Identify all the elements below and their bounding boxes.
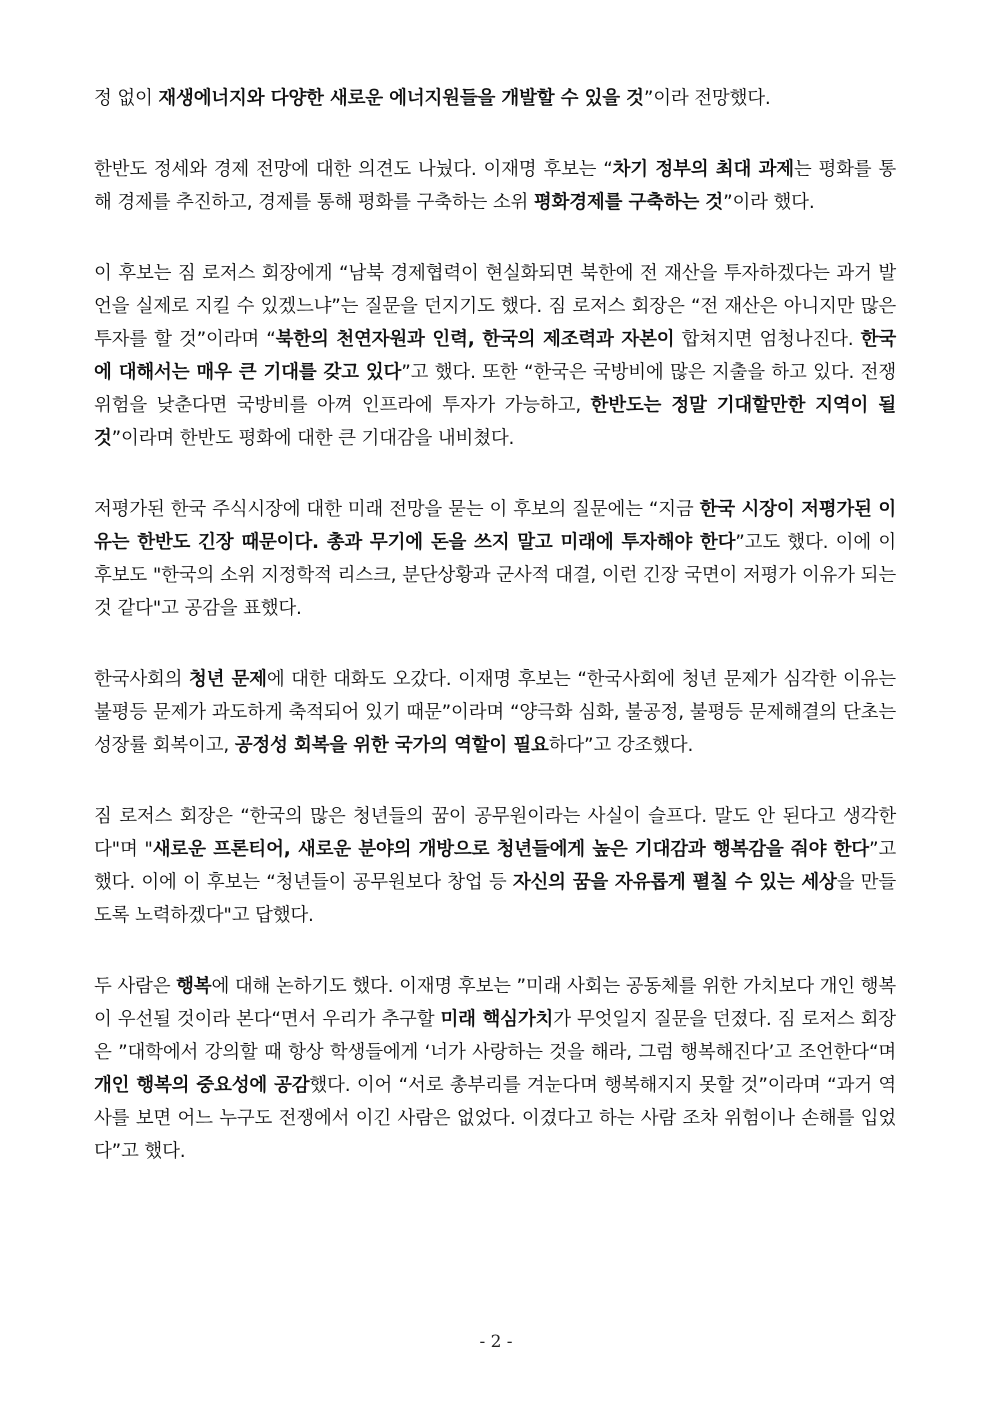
text-segment: 는 평화를 통해 경제를 추진하고, 경제를 통해 평화를 구축하는 소위 xyxy=(94,159,897,213)
bold-text-segment: 새로운 프론티어, 새로운 분야의 개방으로 청년들에게 높은 기대감과 행복감을 줘야 한다 xyxy=(152,839,869,860)
text-segment: ”고도 했다. 이에 이 후보도 "한국의 소위 지정학적 리스크, 분단상황과 군사적 대결, 이런 긴장 국면이 저평가 이유가 되는 것 같다"고 공감을 표했다. xyxy=(94,532,896,619)
text-segment: 한반도 정세와 경제 전망에 대한 의견도 나눴다. 이재명 후보는 “ xyxy=(94,159,613,180)
text-segment: 가 무엇일지 질문을 던졌다. 짐 로저스 회장은 ”대학에서 강의할 때 항상 학생들에게 ‘너가 사랑하는 것을 해라, 그럼 행복해진다’고 조언한다“며 xyxy=(94,1009,896,1063)
paragraph xyxy=(94,493,896,625)
paragraph xyxy=(94,153,896,219)
text-segment: 정 없이 xyxy=(94,88,159,109)
paragraph xyxy=(94,970,896,1168)
bold-text-segment: 미래 핵심가치 xyxy=(440,1009,554,1030)
text-segment: ”이라며 한반도 평화에 대한 큰 기대감을 내비쳤다. xyxy=(111,428,515,449)
bold-text-segment: 개인 행복의 중요성에 공감 xyxy=(94,1075,310,1096)
paragraph xyxy=(94,257,896,455)
text-segment: 에 대한 대화도 오갔다. 이재명 후보는 “한국사회에 청년 문제가 심각한 이유는 불평등 문제가 과도하게 축적되어 있기 때문”이라며 “양극화 심화, 불공정, 불평등 문제해결의 단초는 성장률 회복이고, xyxy=(94,669,896,756)
page-number: - 2 - xyxy=(479,1332,513,1352)
document-body xyxy=(94,82,896,1206)
text-segment: 했다. 이어 “서로 총부리를 겨눈다며 행복해지지 못할 것”이라며 “과거 역사를 보면 어느 누구도 전쟁에서 이긴 사람은 없었다. 이겼다고 하는 사람 조차 위험이나 손해를 입었다”고 했다. xyxy=(94,1075,896,1162)
text-segment: ”이라 했다. xyxy=(723,192,815,213)
bold-text-segment: 공정성 회복을 위한 국가의 역할이 필요 xyxy=(234,735,549,756)
bold-text-segment: 북한의 천연자원과 인력, 한국의 제조력과 자본이 xyxy=(275,329,675,350)
bold-text-segment: 자신의 꿈을 자유롭게 펼칠 수 있는 세상 xyxy=(512,872,837,893)
text-segment: ”고 했다. 이에 이 후보는 “청년들이 공무원보다 창업 등 xyxy=(94,839,896,893)
text-segment: 짐 로저스 회장은 “한국의 많은 청년들의 꿈이 공무원이라는 사실이 슬프다. 말도 안 된다고 생각한다"며 " xyxy=(94,806,896,860)
bold-text-segment: 청년 문제 xyxy=(188,669,267,690)
bold-text-segment: 차기 정부의 최대 과제 xyxy=(612,159,794,180)
text-segment: 이 후보는 짐 로저스 회장에게 “남북 경제협력이 현실화되면 북한에 전 재산을 투자하겠다는 과거 발언을 실제로 지킬 수 있겠느냐”는 질문을 던지기도 했다. 짐 로저스 회장은 “전 재산은 아니지만 많은 투자를 할 것”이라며 “ xyxy=(94,263,896,350)
paragraph xyxy=(94,800,896,932)
paragraph xyxy=(94,82,896,115)
bold-text-segment: 한국 시장이 저평가된 이유는 한반도 긴장 때문이다. 총과 무기에 돈을 쓰지 말고 미래에 투자해야 한다 xyxy=(94,499,896,553)
bold-text-segment: 한국에 대해서는 매우 큰 기대를 갖고 있다 xyxy=(94,329,896,383)
text-segment: 한국사회의 xyxy=(94,669,189,690)
text-segment: ”고 했다. 또한 “한국은 국방비에 많은 지출을 하고 있다. 전쟁 위험을 낮춘다면 국방비를 아껴 인프라에 투자가 가능하고, xyxy=(94,362,896,416)
bold-text-segment: 평화경제를 구축하는 것 xyxy=(533,192,724,213)
text-segment: 에 대해 논하기도 했다. 이재명 후보는 ”미래 사회는 공동체를 위한 가치보다 개인 행복이 우선될 것이라 본다“면서 우리가 추구할 xyxy=(94,976,896,1030)
bold-text-segment: 한반도는 정말 기대할만한 지역이 될 것 xyxy=(94,395,896,449)
text-segment: 합쳐지면 엄청나진다. xyxy=(674,329,861,350)
text-segment: 저평가된 한국 주식시장에 대한 미래 전망을 묻는 이 후보의 질문에는 “지금 xyxy=(94,499,700,520)
text-segment: 하다”고 강조했다. xyxy=(548,735,694,756)
paragraph xyxy=(94,663,896,762)
bold-text-segment: 재생에너지와 다양한 새로운 에너지원들을 개발할 수 있을 것 xyxy=(158,88,644,109)
text-segment: 을 만들도록 노력하겠다"고 답했다. xyxy=(94,872,896,926)
text-segment: 두 사람은 xyxy=(94,976,177,997)
text-segment: ”이라 전망했다. xyxy=(643,88,771,109)
bold-text-segment: 행복 xyxy=(176,976,212,997)
